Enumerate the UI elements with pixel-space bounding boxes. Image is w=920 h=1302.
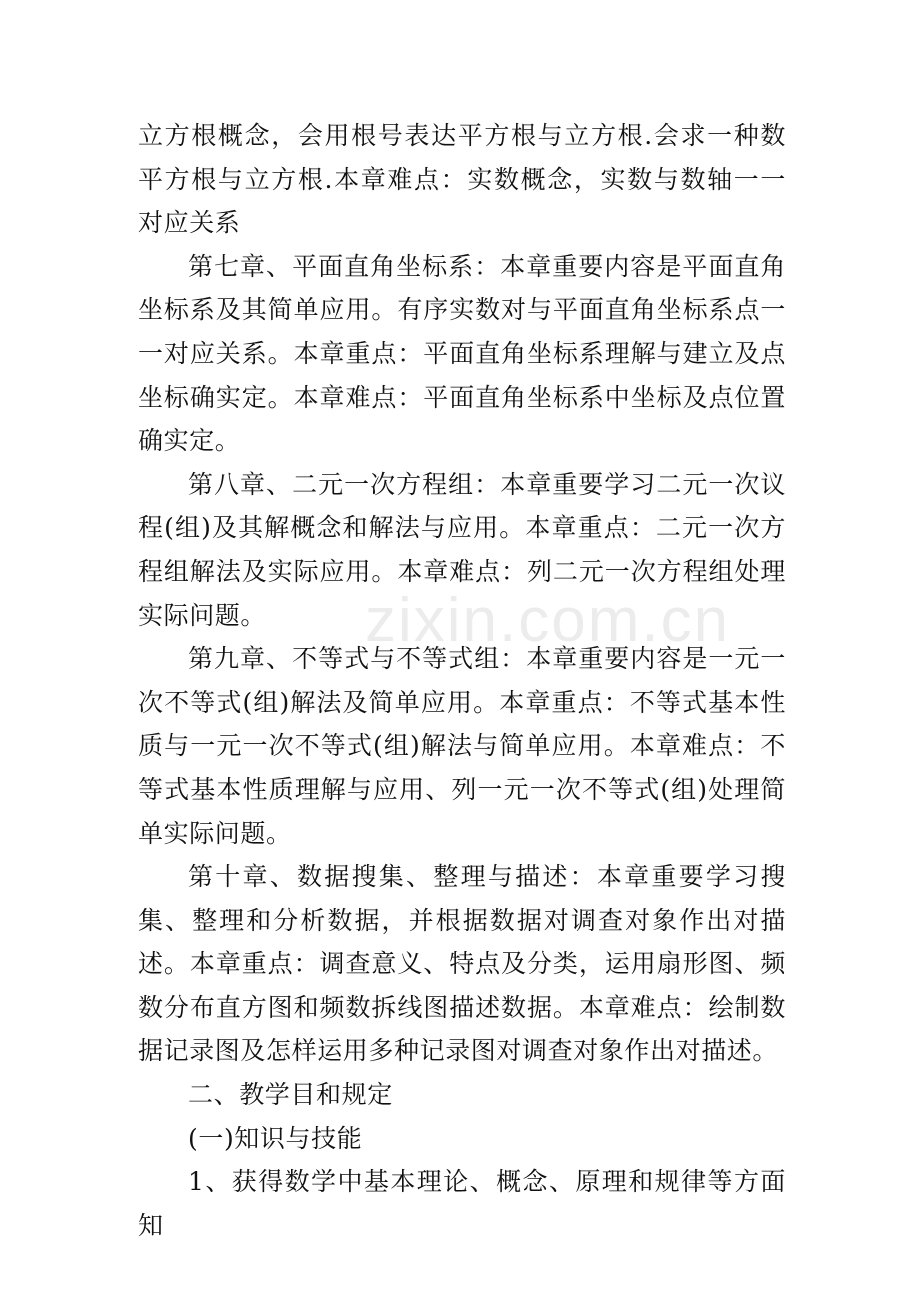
paragraph-chapter-7: 第七章、平面直角坐标系：本章重要内容是平面直角坐标系及其简单应用。有序实数对与平面直角坐标系点一一对应关系。本章重点：平面直角坐标系理解与建立及点坐标确实定。本章难点：平面直角坐标系中坐标及点位置确实定。 [138,251,786,456]
list-item-1: 1、获得数学中基本理论、概念、原理和规律等方面知 [138,1167,786,1240]
document-body [138,114,786,1247]
paragraph-chapter-8: 第八章、二元一次方程组：本章重要学习二元一次议程(组)及其解概念和解法与应用。本章重点：二元一次方程组解法及实际应用。本章难点：列二元一次方程组处理实际问题。 [138,469,786,630]
paragraph-continuation: 立方根概念，会用根号表达平方根与立方根.会求一种数平方根与立方根.本章难点：实数概念，实数与数轴一一对应关系 [138,121,786,238]
watermark-text: zixin.com.cn [365,586,731,655]
paragraph-chapter-9: 第九章、不等式与不等式组：本章重要内容是一元一次不等式(组)解法及简单应用。本章重点：不等式基本性质与一元一次不等式(组)解法与简单应用。本章难点：不等式基本性质理解与应用、列一元一次不等式(组)处理简单实际问题。 [138,644,786,848]
section-heading-teaching-goals: 二、教学目和规定 [188,1080,393,1110]
paragraph-chapter-10: 第十章、数据搜集、整理与描述：本章重要学习搜集、整理和分析数据，并根据数据对调查对象作出对描述。本章重点：调查意义、特点及分类，运用扇形图、频数分布直方图和频数拆线图描述数据。本章难点：绘制数据记录图及怎样运用多种记录图对调查对象作出对描述。 [138,862,786,1066]
subsection-heading-knowledge-skills: (一)知识与技能 [188,1123,363,1153]
